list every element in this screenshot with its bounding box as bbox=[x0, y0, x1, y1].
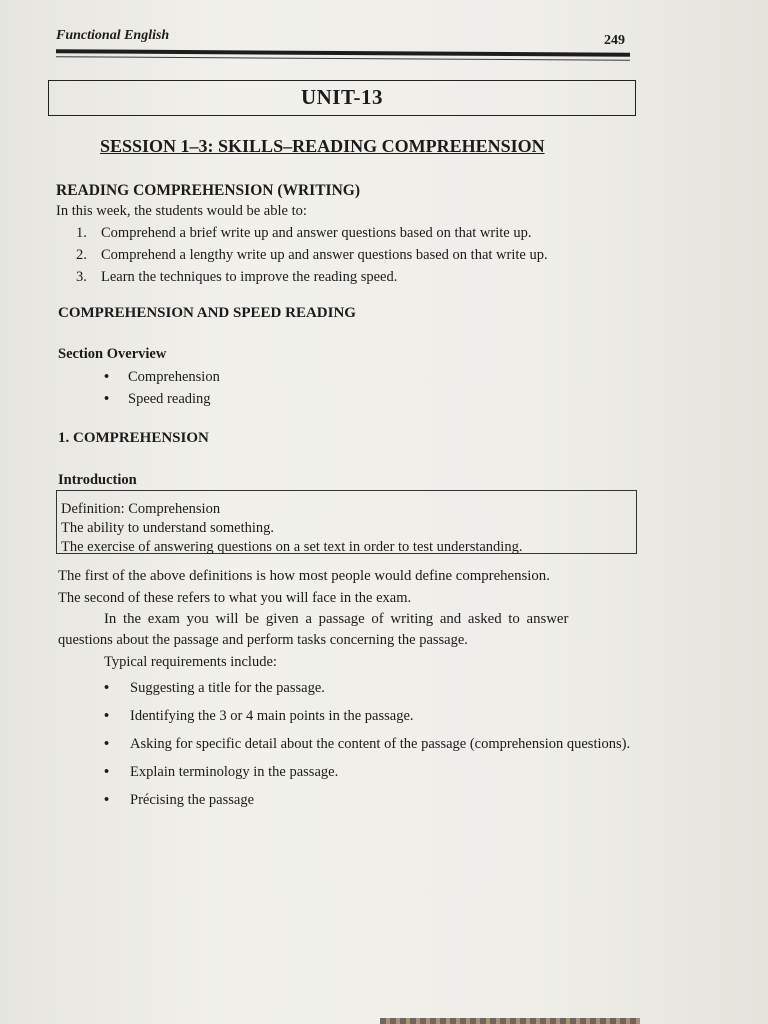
running-header-title: Functional English bbox=[56, 28, 170, 43]
definition-line: Definition: Comprehension bbox=[61, 501, 221, 517]
list-item: • Explain terminology in the passage. bbox=[104, 764, 339, 780]
list-item: • Précising the passage bbox=[104, 792, 255, 808]
definition-box bbox=[56, 490, 637, 554]
paragraph-line: Typical requirements include: bbox=[104, 654, 277, 670]
list-item: • Suggesting a title for the passage. bbox=[104, 680, 325, 696]
list-item: • Identifying the 3 or 4 main points in the passage. bbox=[104, 708, 414, 724]
unit-title: UNIT-13 bbox=[300, 85, 384, 109]
definition-line: The ability to understand something. bbox=[61, 520, 275, 536]
list-item: • Comprehension bbox=[104, 369, 220, 385]
list-item: • Speed reading bbox=[104, 391, 211, 407]
page-number: 249 bbox=[604, 33, 625, 48]
paragraph-line: questions about the passage and perform tasks concerning the passage. bbox=[58, 632, 468, 648]
unit-box bbox=[48, 80, 636, 116]
reading-heading: READING COMPREHENSION (WRITING) bbox=[56, 182, 360, 199]
overview-list bbox=[104, 366, 220, 410]
list-item: 1. Comprehend a brief write up and answer questions based on that write up. bbox=[76, 225, 532, 241]
paragraph-line: The first of the above definitions is how most people would define comprehension. bbox=[58, 568, 550, 584]
objectives-list bbox=[76, 222, 548, 288]
paragraph-line: The second of these refers to what you will face in the exam. bbox=[58, 590, 412, 606]
requirements-list bbox=[104, 676, 644, 816]
list-item: 3. Learn the techniques to improve the reading speed. bbox=[76, 269, 398, 285]
reading-intro: In this week, the students would be able to: bbox=[56, 203, 307, 219]
header-rule-thin bbox=[56, 56, 630, 61]
paragraph-line: In the exam you will be given a passage of writing and asked to answer bbox=[104, 611, 569, 627]
introduction-heading: Introduction bbox=[58, 472, 137, 488]
list-item: 2. Comprehend a lengthy write up and answer questions based on that write up. bbox=[76, 247, 548, 263]
comp-speed-heading: COMPREHENSION AND SPEED READING bbox=[58, 305, 356, 321]
header-rule-thick bbox=[56, 49, 630, 57]
session-title: SESSION 1–3: SKILLS–READING COMPREHENSION bbox=[100, 136, 545, 156]
comprehension-heading: 1. COMPREHENSION bbox=[58, 430, 209, 446]
section-overview-heading: Section Overview bbox=[58, 346, 167, 362]
list-item: • Asking for specific detail about the content of the passage (comprehension questions). bbox=[104, 736, 631, 752]
definition-line: The exercise of answering questions on a set text in order to test understanding. bbox=[61, 539, 523, 555]
page-edge-smudge bbox=[380, 1018, 640, 1024]
